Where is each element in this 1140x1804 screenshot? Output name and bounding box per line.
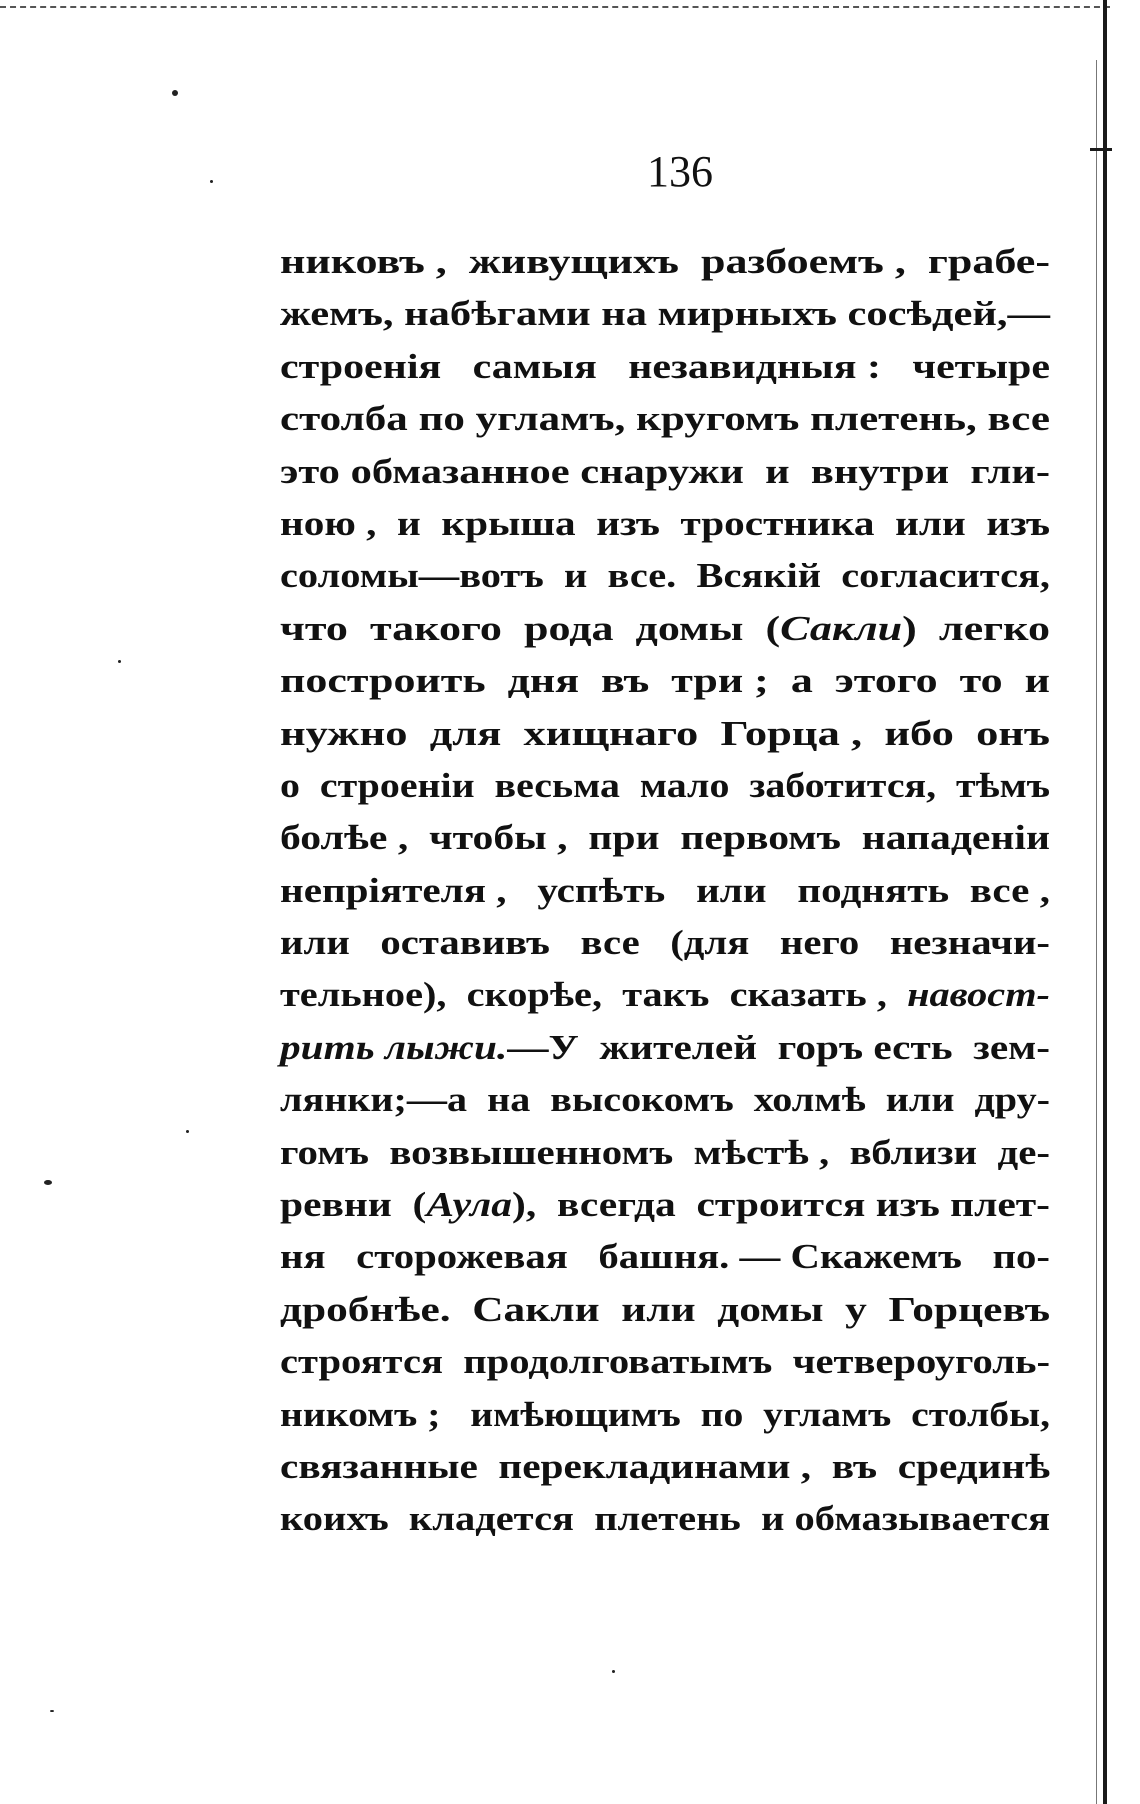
text-line-inner (280, 1022, 1050, 1074)
text-segment: ня сторожевая башня. — Скажемъ по- (280, 1237, 1050, 1277)
italic-text: Сакли (780, 608, 903, 648)
text-segment: никомъ ; имѣющимъ по угламъ столбы, (280, 1394, 1050, 1434)
text-line (280, 550, 1050, 602)
text-line-inner (280, 1284, 1050, 1336)
page-number: 136 (647, 147, 713, 196)
text-segment: ревни ( (280, 1185, 427, 1225)
text-line (280, 1022, 1050, 1074)
italic-text: рить лыжи. (280, 1027, 508, 1067)
text-line-inner (280, 812, 1050, 864)
text-line (280, 1127, 1050, 1179)
text-segment: гомъ возвышенномъ мѣстѣ , вблизи де- (280, 1132, 1050, 1172)
scan-speck (118, 660, 121, 663)
text-line (280, 655, 1050, 707)
text-segment: строятся продолговатымъ четвероуголь- (280, 1342, 1050, 1382)
text-line-inner (280, 341, 1050, 393)
text-segment: никовъ , живущихъ разбоемъ , грабе- (280, 242, 1050, 281)
text-line-inner (280, 865, 1050, 917)
scan-speck (186, 1130, 189, 1133)
scan-speck (612, 1670, 615, 1673)
text-line-inner (280, 498, 1050, 550)
text-segment: ною , и крыша изъ тростника или изъ (280, 503, 1050, 543)
text-line (280, 1179, 1050, 1231)
text-segment: или оставивъ все (для него незначи- (280, 923, 1050, 963)
text-segment: столба по угламъ, кругомъ плетень, все (280, 399, 1050, 439)
text-segment: строенія самыя незавидныя : четыре (280, 346, 1050, 386)
text-line (280, 288, 1050, 340)
text-line-inner (280, 1231, 1050, 1283)
text-line (280, 1284, 1050, 1336)
text-line (280, 917, 1050, 969)
text-line-inner (280, 446, 1050, 498)
text-line (280, 1231, 1050, 1283)
scan-speck (44, 1180, 52, 1185)
right-page-edge-shadow (1096, 60, 1097, 1804)
text-line (280, 760, 1050, 812)
text-line (280, 498, 1050, 550)
text-line-inner (280, 1127, 1050, 1179)
text-line (280, 446, 1050, 498)
text-line (280, 603, 1050, 655)
text-segment: дробнѣе. Сакли или домы у Горцевъ (280, 1289, 1050, 1329)
text-line-inner (280, 550, 1050, 602)
text-line (280, 1389, 1050, 1441)
text-segment: построить дня въ три ; а этого то и (280, 661, 1050, 701)
text-line-inner (280, 393, 1050, 445)
text-line-inner (280, 1336, 1050, 1388)
top-dashed-rule (0, 6, 1110, 8)
text-line-inner (280, 288, 1050, 340)
italic-text: навост- (907, 975, 1050, 1015)
text-segment: коихъ кладется плетень и обмазывается (280, 1499, 1050, 1539)
text-line-inner (280, 1493, 1050, 1545)
text-line-inner (280, 1074, 1050, 1126)
text-segment: лянки;—а на высокомъ холмѣ или дру- (280, 1080, 1050, 1120)
text-line-inner (280, 917, 1050, 969)
text-line-inner (280, 969, 1050, 1021)
text-line-inner (280, 603, 1050, 655)
text-segment: о строеніи весьма мало заботится, тѣмъ (280, 765, 1050, 805)
text-segment: —У жителей горъ есть зем- (507, 1027, 1050, 1067)
text-segment: болѣе , чтобы , при первомъ нападеніи (280, 818, 1050, 858)
scan-speck (50, 1710, 54, 1712)
scan-speck (172, 90, 178, 96)
text-segment: соломы—вотъ и все. Всякій согласится, (280, 556, 1050, 596)
text-line-inner (280, 236, 1050, 288)
text-segment: это обмазанное снаружи и внутри гли- (280, 451, 1050, 491)
text-line (280, 393, 1050, 445)
text-line (280, 236, 1050, 288)
text-line-inner (280, 1389, 1050, 1441)
text-segment: ), всегда строится изъ плет- (511, 1185, 1051, 1225)
text-line-inner (280, 760, 1050, 812)
text-segment: нужно для хищнаго Горца , ибо онъ (280, 713, 1050, 753)
scan-speck (210, 180, 213, 183)
text-line (280, 708, 1050, 760)
text-line (280, 969, 1050, 1021)
text-line (280, 1074, 1050, 1126)
text-segment: ) легко (902, 608, 1050, 648)
text-segment: непріятеля , успѣть или поднять все , (280, 870, 1050, 910)
text-segment: связанные перекладинами , въ срединѣ (280, 1446, 1050, 1486)
text-line-inner (280, 655, 1050, 707)
body-text (280, 236, 1050, 1546)
right-edge-tick (1090, 148, 1112, 151)
text-line (280, 341, 1050, 393)
text-segment: жемъ, набѣгами на мирныхъ сосѣдей,— (280, 294, 1050, 334)
italic-text: Аула (426, 1185, 512, 1225)
text-line-inner (280, 1179, 1050, 1231)
text-line (280, 812, 1050, 864)
text-line (280, 1493, 1050, 1545)
text-segment: что такого рода домы ( (280, 608, 781, 648)
text-line (280, 1441, 1050, 1493)
text-line-inner (280, 1441, 1050, 1493)
text-line (280, 1336, 1050, 1388)
right-page-edge (1103, 0, 1107, 1804)
text-segment: тельное), скорѣе, такъ сказать , (280, 975, 908, 1015)
text-line-inner (280, 708, 1050, 760)
text-line (280, 865, 1050, 917)
